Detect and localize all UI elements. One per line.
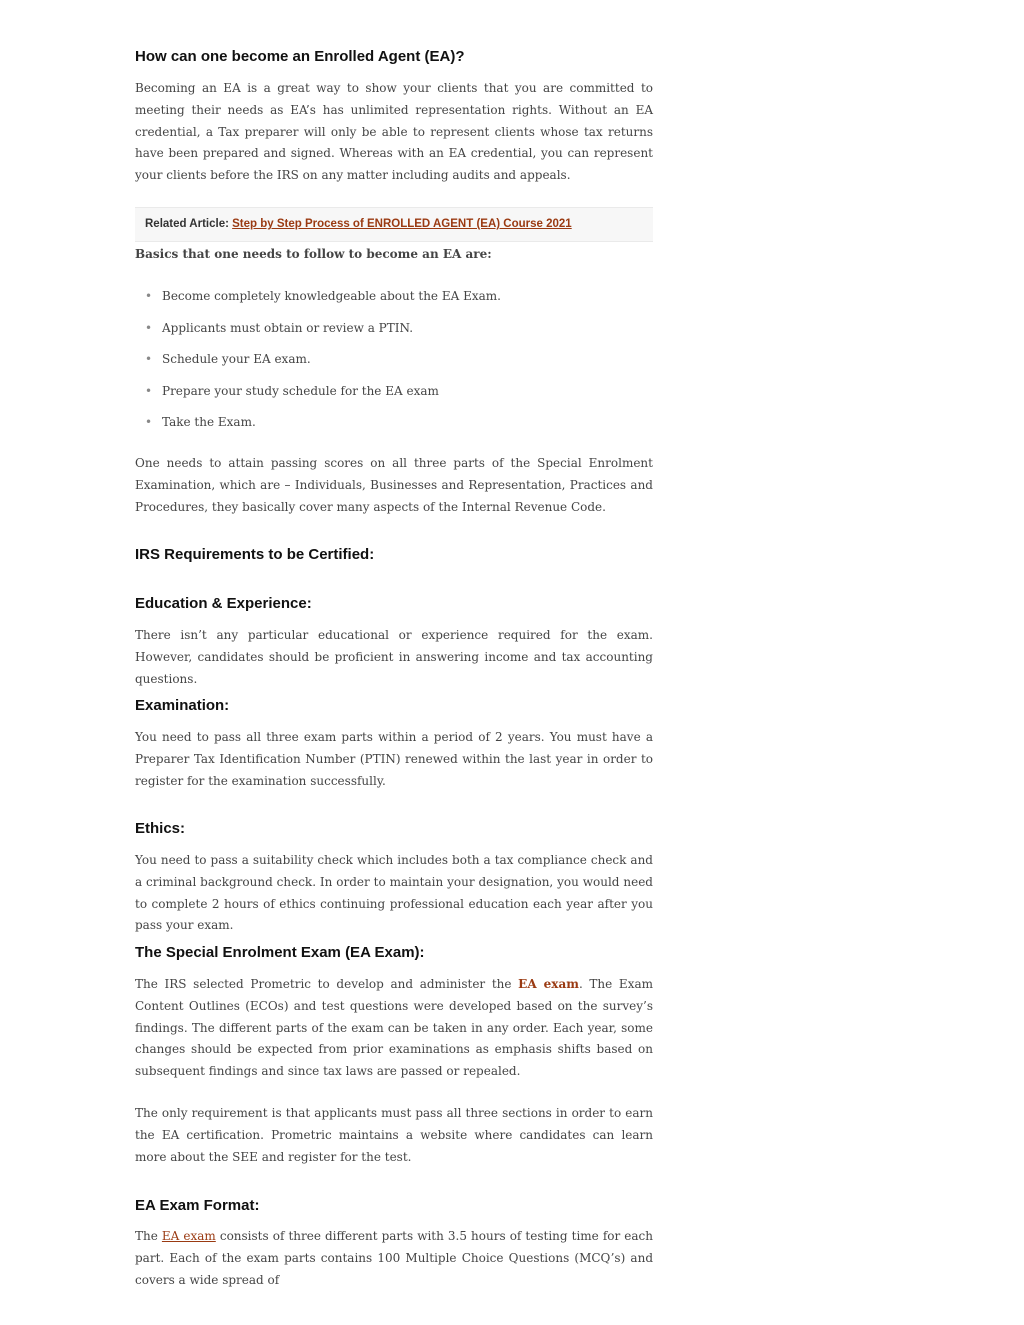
list-item — [135, 284, 501, 316]
see-text-before: The IRS selected Prometric to develop and administer the — [135, 977, 519, 991]
list-item — [135, 347, 501, 379]
list-item-text: Take the Exam. — [162, 415, 256, 429]
basics-label: Basics that one needs to follow to become an EA are: — [135, 247, 492, 261]
list-item — [135, 379, 501, 411]
format-text-after: consists of three different parts with 3.5 hours of testing time for each part. Each of the exam parts contains 100 Multiple Choice Questions (MCQ’s) and covers a wide spread of — [135, 1229, 653, 1287]
related-article-link[interactable]: Step by Step Process of ENROLLED AGENT (EA) Course 2021 — [232, 218, 572, 230]
bullet-icon: • — [145, 415, 153, 429]
see-paragraph — [135, 974, 653, 1083]
related-article-label: Related Article: — [145, 218, 233, 230]
bullet-icon: • — [145, 352, 153, 366]
see-text-after: . The Exam Content Outlines (ECOs) and test questions were developed based on the survey’s findings. The different parts of the exam can be taken in any order. Each year, some changes should be expected from prior examinations as emphasis shifts based on subsequent findings and since tax laws are passed or repealed. — [135, 977, 653, 1079]
ethics-paragraph: You need to pass a suitability check which includes both a tax compliance check and a criminal background check. In order to maintain your designation, you would need to complete 2 hours of ethics continuing professional education each year after you pass your exam. — [135, 853, 653, 933]
heading-education: Education & Experience: — [135, 595, 312, 612]
heading-exam-format: EA Exam Format: — [135, 1197, 260, 1214]
format-paragraph — [135, 1226, 653, 1291]
list-item-text: Applicants must obtain or review a PTIN. — [162, 320, 414, 335]
heading-ethics: Ethics: — [135, 820, 186, 837]
related-article-box — [135, 207, 653, 242]
ea-exam-link-2[interactable]: EA exam — [161, 1229, 216, 1243]
list-item-text: Prepare your study schedule for the EA exam — [162, 383, 439, 398]
list-item — [135, 410, 501, 442]
heading-become-ea: How can one become an Enrolled Agent (EA)? — [135, 48, 465, 65]
heading-special-enrolment-exam: The Special Enrolment Exam (EA Exam): — [135, 944, 425, 961]
bullet-icon: • — [145, 320, 153, 335]
steps-list — [135, 284, 501, 442]
heading-irs-requirements: IRS Requirements to be Certified: — [135, 546, 375, 563]
bullet-icon: • — [145, 383, 153, 398]
heading-examination: Examination: — [135, 697, 230, 714]
list-item-text: Schedule your EA exam. — [162, 352, 311, 366]
education-paragraph: There isn’t any particular educational or experience required for the exam. However, candidates should be proficient in answering income and tax accounting questions. — [135, 628, 653, 686]
ea-exam-link[interactable]: EA exam — [518, 977, 579, 991]
requirement-paragraph: The only requirement is that applicants must pass all three sections in order to earn the EA certification. Prometric maintains a website where candidates can learn more about the SEE and register for the test. — [135, 1106, 653, 1164]
bullet-icon: • — [145, 289, 153, 303]
format-text-before: The — [135, 1229, 162, 1243]
intro-paragraph: Becoming an EA is a great way to show your clients that you are committed to meeting their needs as EA’s has unlimited representation rights. Without an EA credential, a Tax preparer will only be able to represent clients whose tax returns have been prepared and signed. Whereas with an EA credential, you can represent your clients before the IRS on any matter including audits and appeals. — [135, 81, 653, 183]
passing-paragraph: One needs to attain passing scores on all three parts of the Special Enrolment Examination, which are – Individuals, Businesses and Representation, Practices and Procedures, they basically cover many aspects of the Internal Revenue Code. — [135, 456, 653, 514]
examination-paragraph: You need to pass all three exam parts within a period of 2 years. You must have a Preparer Tax Identification Number (PTIN) renewed within the last year in order to register for the examination successfully. — [135, 730, 653, 788]
list-item — [135, 316, 501, 348]
list-item-text: Become completely knowledgeable about the EA Exam. — [162, 289, 501, 303]
